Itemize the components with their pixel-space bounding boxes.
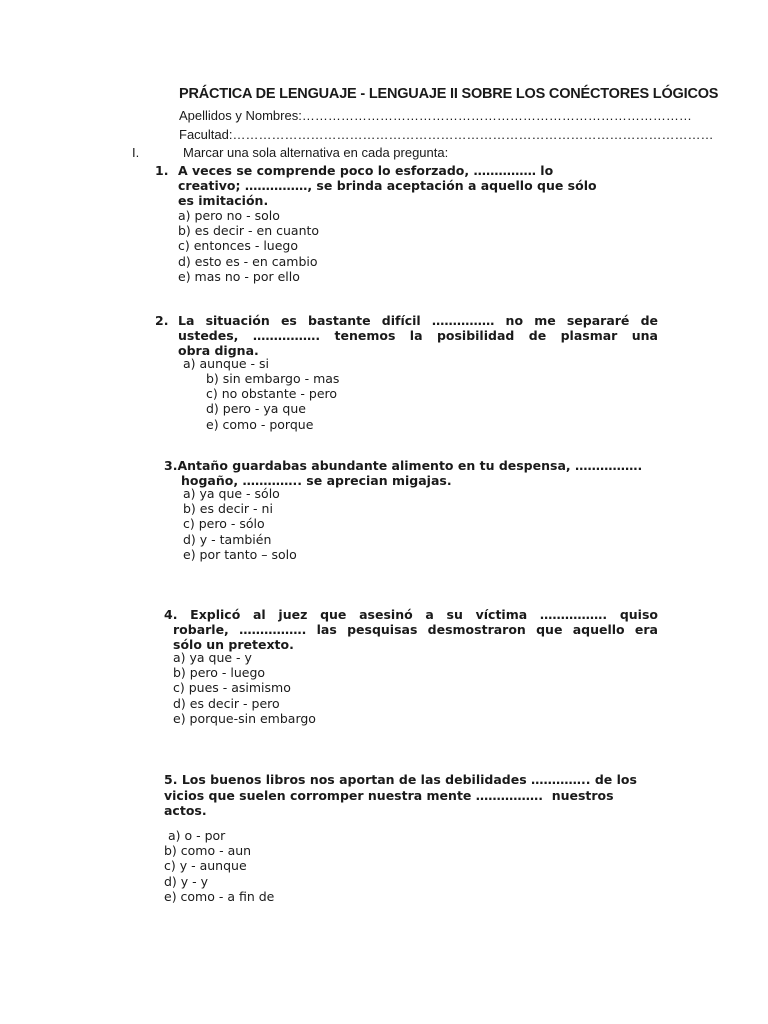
- question-line: ustedes, ……………. tenemos la posibilidad de plasmar una: [178, 328, 658, 343]
- option-d: d) esto es - en cambio: [178, 253, 318, 269]
- option-c: c) pues - asimismo: [173, 680, 291, 696]
- option-e: e) mas no - por ello: [178, 268, 300, 284]
- question-4-text: [164, 607, 658, 652]
- option-e: e) porque-sin embargo: [173, 710, 316, 726]
- question-line: sólo un pretexto.: [173, 637, 294, 652]
- option-b: b) pero - luego: [173, 665, 266, 681]
- option-a: a) ya que - y: [173, 650, 252, 665]
- option-d: d) es decir - pero: [173, 695, 280, 711]
- question-1-options: [178, 208, 319, 284]
- option-a: a) o - por: [164, 828, 226, 843]
- question-line: robarle, ……………. las pesquisas desmostraron que aquello era: [173, 622, 658, 637]
- question-5-number: 5.: [164, 772, 178, 787]
- question-line: La situación es bastante difícil …………… no me separaré de: [178, 313, 658, 328]
- question-2-options: [206, 371, 339, 432]
- question-line-text: Los buenos libros nos aportan de las debilidades ………….. de los: [181, 772, 637, 787]
- question-5-text: [164, 772, 648, 819]
- question-line: creativo; ……………, se brinda aceptación a aquello que sólo: [178, 178, 597, 193]
- question-1-number: 1.: [155, 163, 169, 178]
- question-line: [164, 607, 658, 622]
- question-4-options: [173, 650, 316, 726]
- question-2-number: 2.: [155, 313, 169, 328]
- facultad-field: Facultad:…………………………………………………………………………………………………: [179, 127, 714, 142]
- question-line: es imitación.: [178, 193, 269, 208]
- question-3-text: [164, 458, 642, 488]
- option-d: d) y - y: [164, 873, 209, 889]
- option-b: b) como - aun: [164, 843, 252, 859]
- question-line: [164, 458, 642, 473]
- question-2-text: [178, 313, 658, 358]
- option-a: a) ya que - sólo: [183, 486, 280, 501]
- option-d: d) pero - ya que: [206, 401, 306, 417]
- option-d: d) y - también: [183, 531, 272, 547]
- question-2-option-a: a) aunque - si: [183, 356, 270, 371]
- option-c: c) y - aunque: [164, 858, 247, 874]
- option-b: b) es decir - ni: [183, 501, 273, 517]
- question-line: A veces se comprende poco lo esforzado, …………… lo: [178, 163, 554, 178]
- question-4-number: 4.: [164, 607, 178, 622]
- question-5-options: [164, 828, 274, 904]
- apellidos-field: Apellidos y Nombres:………………………………………………………………………………: [179, 108, 692, 123]
- question-line: [164, 772, 648, 788]
- question-line-text: Antaño guardabas abundante alimento en tu despensa, …………….: [177, 458, 643, 473]
- question-3-number: 3.: [164, 458, 178, 473]
- option-a: a) pero no - solo: [178, 208, 280, 223]
- question-line: hogaño, ………….. se aprecian migajas.: [181, 473, 452, 488]
- question-line: obra digna.: [178, 343, 259, 358]
- option-c: c) no obstante - pero: [206, 386, 338, 402]
- option-e: e) por tanto – solo: [183, 546, 297, 562]
- section-instruction: Marcar una sola alternativa en cada pregunta:: [183, 145, 449, 160]
- question-line: actos.: [164, 803, 207, 818]
- section-numeral: I.: [132, 145, 140, 160]
- option-c: c) entonces - luego: [178, 238, 299, 254]
- option-b: b) es decir - en cuanto: [178, 223, 320, 239]
- question-line-text: Explicó al juez que asesinó a su víctima ……………. quiso: [190, 607, 658, 622]
- option-c: c) pero - sólo: [183, 516, 265, 532]
- option-b: b) sin embargo - mas: [206, 371, 340, 386]
- option-e: e) como - a fin de: [164, 888, 275, 904]
- option-e: e) como - porque: [206, 416, 314, 432]
- page-title: PRÁCTICA DE LENGUAJE - LENGUAJE II SOBRE LOS CONÉCTORES LÓGICOS: [179, 86, 719, 102]
- question-3-options: [183, 486, 297, 562]
- question-1-text: [178, 163, 597, 208]
- question-line: vicios que suelen corromper nuestra mente ……………. nuestros: [164, 787, 614, 803]
